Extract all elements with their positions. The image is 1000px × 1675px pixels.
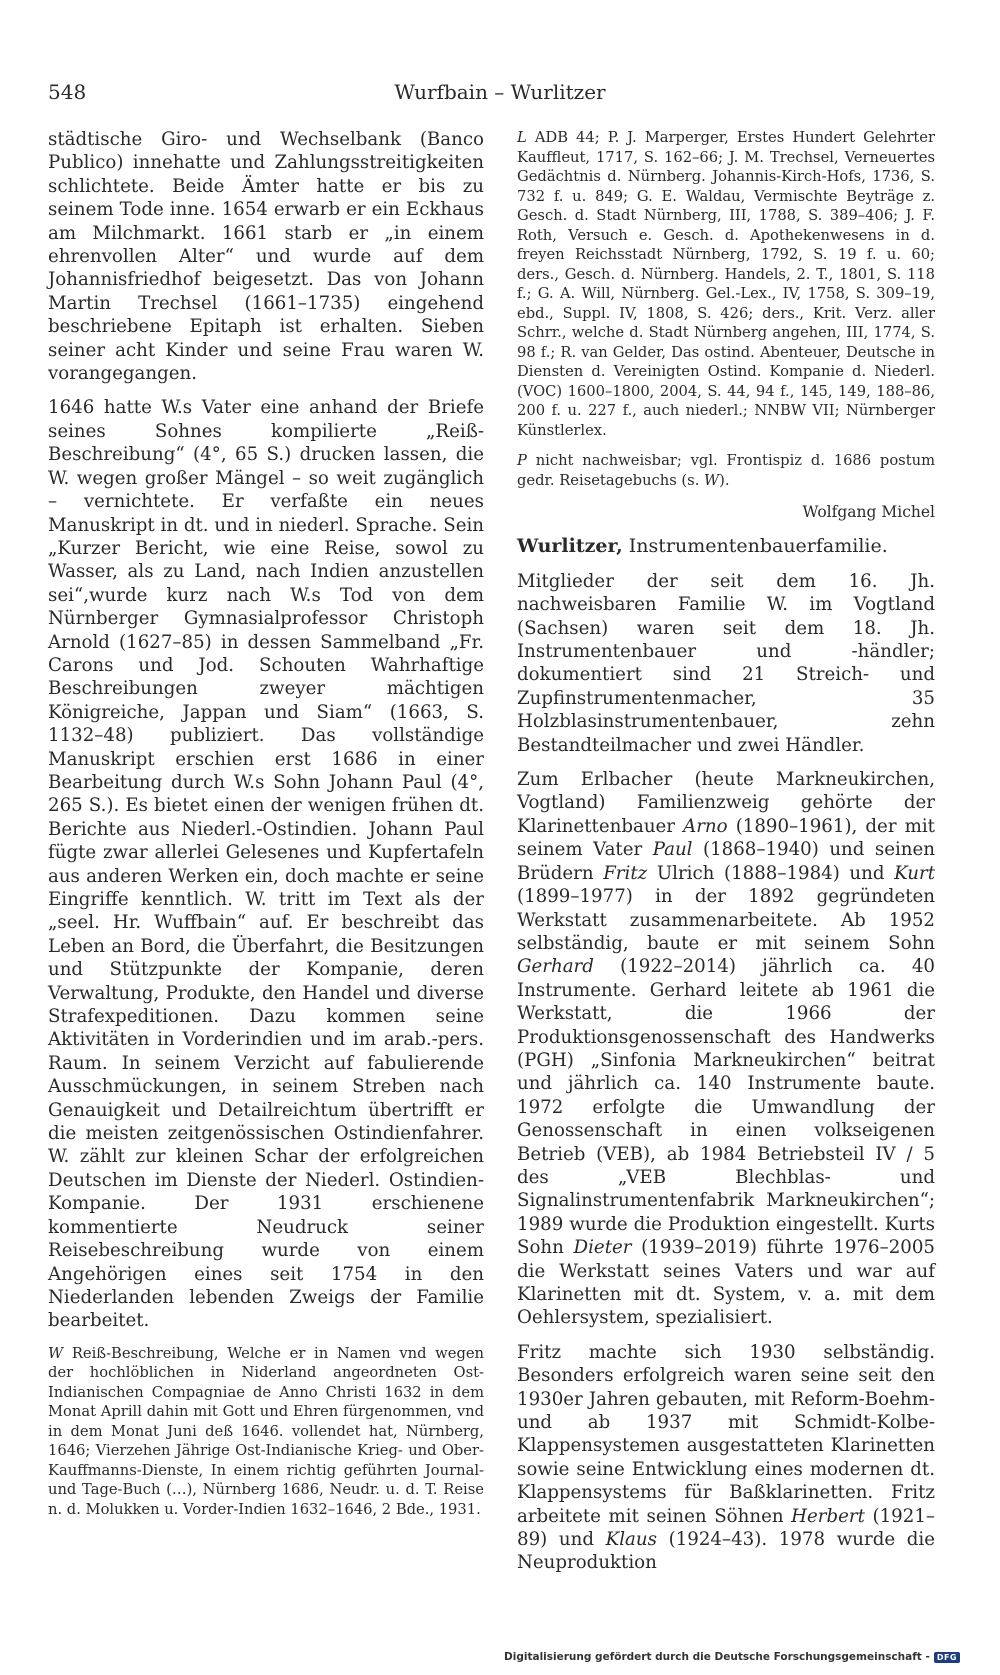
- text-span: (1868–1940) und seinen Brüdern: [517, 839, 936, 884]
- person-name: Arno: [683, 815, 728, 837]
- literature-marker: L: [517, 129, 527, 146]
- works-list: [48, 1344, 484, 1520]
- person-name: Klaus: [605, 1529, 657, 1551]
- text-span: (1922–2014) jährlich ca. 40 Instrumente. Gerhard leitete ab 1961 die Werkstatt, die 1966 der Produktionsgenossenschaft des Handwerks (PGH) „Sinfonia Markneukirchen“ beitrat und jährlich ca. 140 Instrumente baute. 1972 erfolgte die Umwandlung der Genossenschaft in einen volkseigenen Betrieb (VEB), ab 1984 Betriebsteil IV / 5 des „VEB Blechblas- und Signalinstrumentenfabrik Markneukirchen“; 1989 wurde die Produktion eingestellt. Kurts Sohn: [517, 956, 935, 1259]
- text-span: (1939–2019) führte 1976–2005 die Werkstatt seines Vaters und war auf Klarinetten mit dt. System, v. a. mit dem Oehlersystem, spezialisiert.: [517, 1237, 935, 1329]
- text-span: (1890–1961), der mit seinem Vater: [517, 815, 935, 861]
- person-name: Gerhard: [517, 956, 594, 978]
- entry-lemma: [517, 535, 935, 558]
- page-number: 548: [48, 80, 87, 104]
- portrait-marker: P: [517, 452, 527, 469]
- lemma-name: Wurlitzer,: [517, 535, 623, 558]
- digitization-footer: [504, 1651, 960, 1663]
- portrait-note: [517, 451, 935, 490]
- left-column: [48, 128, 484, 1530]
- paragraph: 1646 hatte W.s Vater eine anhand der Briefe seines Sohnes kompilierte „Reiß-Beschreibung“ (4°, 65 S.) drucken lassen, die W. wegen großer Mängel – so weit zugänglich – vernichtete. Er verfaßte ein neues Manuskript in dt. und in niederl. Sprache. Sein „Kurzer Bericht, wie eine Reise, sowol zu Wasser, als zu Land, nach Indien anzustellen sei“,wurde kurz nach W.s Tod von dem Nürnberger Gymnasialprofessor Christoph Arnold (1627–85) in dessen Sammelband „Fr. Carons und Jod. Schouten Wahrhaftige Beschreibungen zweyer mächtigen Königreiche, Jappan und Siam“ (1663, S. 1132–48) publiziert. Das vollständige Manuskript erschien erst 1686 in einer Bearbeitung durch W.s Sohn Johann Paul (4°, 265 S.). Es bietet einen der wenigen frühen dt. Berichte aus Niederl.-Ostindien. Johann Paul fügte zwar allerlei Gelesenes und Kupfertafeln aus anderen Werken ein, doch machte er seine Eingriffe kenntlich. W. tritt im Text als der „seel. Hr. Wuffbain“ auf. Er beschreibt das Leben an Bord, die Überfahrt, die Besitzungen und Stützpunkte der Kompanie, deren Verwaltung, Produkte, den Handel und diverse Strafexpeditionen. Dazu kommen seine Aktivitäten in Vorderindien und im arab.-pers. Raum. In seinem Verzicht auf fabulierende Ausschmückungen, in seinem Streben nach Genauigkeit und Detailreichtum übertrifft er die meisten zeitgenössischen Ostindienfahrer. W. zählt zur kleinen Schar der erfolgreichen Deutschen im Dienste der Niederl. Ostindien-Kompanie. Der 1931 erschienene kommentierte Neudruck seiner Reisebeschreibung wurde von einem Angehörigen eines seit 1754 in den Niederlanden lebenden Zweigs der Familie bearbeitet.: [48, 397, 484, 1332]
- text-span: Ulrich (1888–1984) und: [647, 862, 895, 884]
- person-name: Herbert: [791, 1505, 865, 1527]
- paragraph: [517, 768, 935, 1330]
- paragraph: städtische Giro- und Wechselbank (Banco Publico) innehatte und Zahlungsstreitigkeiten schlichtete. Beide Ämter hatte er bis zu seinem Tode inne. 1654 erwarb er ein Eckhaus am Milchmarkt. 1661 starb er „in einem ehrenvollen Alter“ und wurde auf dem Johannisfriedhof beigesetzt. Das von Johann Martin Trechsel (1661–1735) eingehend beschriebene Epitaph ist erhalten. Sieben seiner acht Kinder und seine Frau waren W. vorangegangen.: [48, 129, 484, 385]
- text-span: Fritz machte sich 1930 selbständig. Besonders erfolgreich waren seine seit den 1930er Jahren gebauten, mit Reform-Boehm- und ab 1937 mit Schmidt-Kolbe-Klappensystemen ausgestatteten Klarinetten sowie seine Entwicklung eines modernen dt. Klappensystems für Baßklarinetten. Fritz arbeitete mit seinen Söhnen: [517, 1341, 935, 1527]
- works-text: Reiß-Beschreibung, Welche er in Namen vnd wegen der hochlöblichen in Niderland angeordneten Ost-Indianischen Compagniae de Anno Christi 1632 in dem Monat Aprill dahin mit Gott und Ehren fürgenommen, vnd in dem Monat Juni deß 1646. vollendet hat, Nürnberg, 1646; Vierzehen Jährige Ost-Indianische Krieg- und Ober-Kauffmanns-Dienste, In einem richtig geführten Journal- und Tage-Buch (…), Nürnberg 1686, Neudr. u. d. T. Reise n. d. Molukken u. Vorder-Indien 1632–1646, 2 Bde., 1931.: [48, 1344, 484, 1518]
- person-name: Kurt: [894, 862, 935, 884]
- portrait-text-end: ).: [719, 471, 730, 489]
- works-marker: W: [48, 1344, 64, 1362]
- literature-list: [517, 128, 935, 440]
- paragraph: Mitglieder der seit dem 16. Jh. nachweisbaren Familie W. im Vogtland (Sachsen) waren seit dem 18. Jh. Instrumentenbauer und -händler; dokumentiert sind 21 Streich- und Zupfinstrumentenmacher, 35 Holzblasinstrumentenbauer, zehn Bestandteilmacher und zwei Händler.: [517, 570, 935, 756]
- literature-text: ADB 44; P. J. Marperger, Erstes Hundert Gelehrter Kauffleut, 1717, S. 162–66; J. M. Trechsel, Verneuertes Gedächtnis d. Nürnberg. Johannis-Kirch-Hofs, 1736, S. 732 f. u. 849; G. E. Waldau, Vermischte Beyträge z. Gesch. d. Stadt Nürnberg, III, 1788, S. 389–406; J. F. Roth, Versuch e. Gesch. d. Apothekenwesens in d. freyen Reichsstadt Nürnberg, 1792, S. 19 f. u. 60; ders., Gesch. d. Nürnberg. Handels, 2. T., 1801, S. 118 f.; G. A. Will, Nürnberg. Gel.-Lex., IV, 1758, S. 309–19, ebd., Suppl. IV, 1808, S. 426; ders., Krit. Verz. aller Schrr., welche d. Stadt Nürnberg angehen, III, 1774, S. 98 f.; R. van Gelder, Das ostind. Abenteuer, Deutsche in Diensten d. Vereinigten Ostind. Kompanie d. Niederl. (VOC) 1600–1800, 2004, S. 44, 94 f., 145, 149, 188–86, 200 f. u. 227 f., auch niederl.; NNBW VII; Nürnberger Künstlerlex.: [517, 129, 936, 439]
- paragraph: [517, 1341, 935, 1575]
- author-signature: Wolfgang Michel: [802, 503, 935, 521]
- text-span: (1899–1977) in der 1892 gegründeten Werkstatt zusammenarbeitete. Ab 1952 selbständig, baute er mit seinem Sohn: [517, 886, 935, 954]
- dfg-logo-icon: DFG: [934, 1652, 960, 1663]
- person-name: Fritz: [603, 862, 648, 884]
- portrait-text: nicht nachweisbar; vgl. Frontispiz d. 1686 postum gedr. Reisetagebuchs (s.: [517, 452, 936, 489]
- footer-text: Digitalisierung gefördert durch die Deutsche Forschungsgemeinschaft -: [504, 1651, 930, 1663]
- person-name: Paul: [652, 839, 693, 861]
- person-name: Dieter: [573, 1237, 632, 1259]
- text-span: Zum Erlbacher (heute Markneukirchen, Vogtland) Familienzweig gehörte der Klarinettenbauer: [517, 769, 935, 837]
- lemma-description: Instrumentenbauerfamilie.: [622, 535, 888, 558]
- right-column: [517, 128, 935, 1586]
- text-span: (1924–43). 1978 wurde die Neuproduktion: [517, 1529, 936, 1574]
- text-span: (1921–89) und: [517, 1505, 935, 1551]
- running-head: Wurfbain – Wurlitzer: [394, 80, 606, 104]
- portrait-ref: W: [704, 471, 720, 489]
